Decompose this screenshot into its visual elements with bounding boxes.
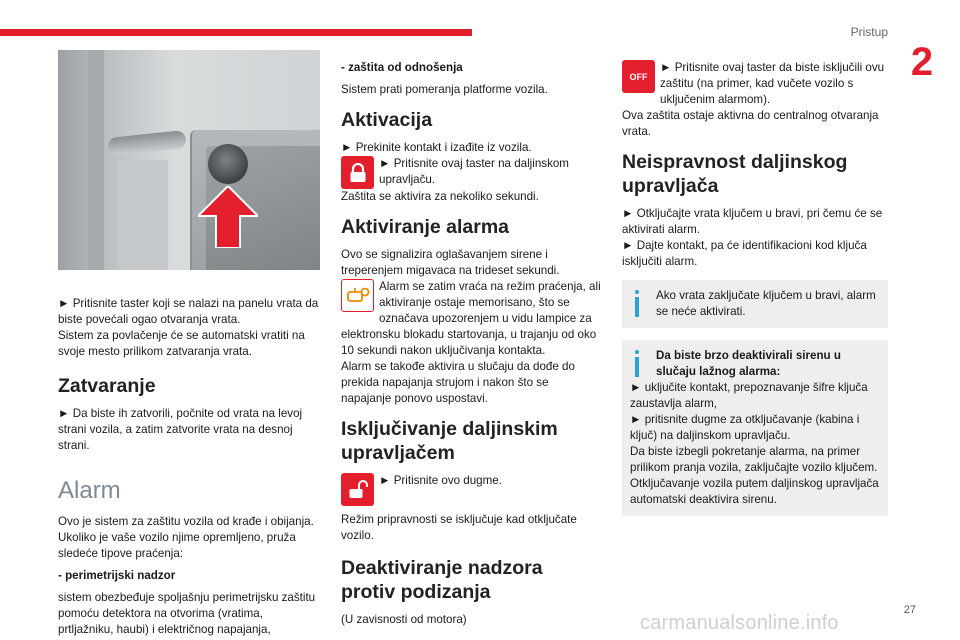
note-title: Da biste brzo deaktivirali sirenu u slučaju lažnog alarma: xyxy=(656,349,841,378)
arrow-up-icon xyxy=(198,186,258,248)
paragraph: ► Pritisnite ovaj taster da biste isključili ovu zaštitu (na primer, kad vučete vozilo s uključenim alarmom). xyxy=(660,61,885,106)
unlock-icon xyxy=(341,473,374,506)
subheading-zastita: - zaštita od odnošenja xyxy=(341,61,463,74)
note-text: ► uključite kontakt, prepoznavanje šifre ključa zaustavlja alarm, xyxy=(630,381,868,410)
column-1 xyxy=(58,50,320,638)
paragraph: Sistem za povlačenje će se automatski vratiti na svoje mesto prilikom zatvaranja vrata. xyxy=(58,329,305,358)
chapter-number: 2 xyxy=(910,40,934,84)
paragraph: ► Pritisnite ovaj taster na daljinskom upravljaču. xyxy=(379,157,569,186)
paragraph: Ova zaštita ostaje aktivna do centralnog otvaranja vrata. xyxy=(622,109,879,138)
column-2 xyxy=(341,60,601,628)
door-panel-photo xyxy=(58,50,320,270)
note-text: Da biste izbegli pokretanje alarma, na primer prilikom pranja vozila, zaključajte vozilo ključem. xyxy=(630,445,878,474)
note-text: ► pritisnite dugme za otključavanje (kabina i ključ) na daljinskom upravljaču. xyxy=(630,413,860,442)
door-button-knob xyxy=(208,144,248,184)
info-icon xyxy=(635,290,639,318)
heading-aktiviranje-alarma: Aktiviranje alarma xyxy=(341,216,510,238)
page-number: 27 xyxy=(903,604,916,616)
immobilizer-warning-icon xyxy=(341,279,374,312)
watermark: carmanualsonline.info xyxy=(640,612,839,634)
info-note xyxy=(622,280,888,328)
paragraph: Sistem prati pomeranja platforme vozila. xyxy=(341,83,548,96)
paragraph: Alarm se takođe aktivira u slučaju da dođe do prekida napajanja strujom i nakon što se napajanje ponovo uspostavi. xyxy=(341,360,575,405)
paragraph: ► Dajte kontakt, pa će identifikacioni kod ključa isključiti alarm. xyxy=(622,239,867,268)
photo-frame-bar xyxy=(88,50,104,270)
subheading-perimetrijski: - perimetrijski nadzor xyxy=(58,569,176,582)
heading-neispravnost: Neispravnost daljinskog upravljača xyxy=(622,151,848,197)
top-accent-bar xyxy=(0,29,472,36)
paragraph: Zaštita se aktivira za nekoliko sekundi. xyxy=(341,190,539,203)
heading-alarm: Alarm xyxy=(58,477,121,504)
paragraph: Ovo je sistem za zaštitu vozila od krađe i obijanja. Ukoliko je vaše vozilo njime opremljeno, pruža sledeće tipove praćenja: xyxy=(58,515,314,560)
paragraph: Režim pripravnosti se isključuje kad otključate vozilo. xyxy=(341,513,577,542)
note-text: Otključavanje vozila putem daljinskog upravljača automatski deaktivira sirenu. xyxy=(630,477,879,506)
info-icon xyxy=(635,350,639,378)
heading-aktivacija: Aktivacija xyxy=(341,109,433,131)
paragraph: Ovo se signalizira oglašavanjem sirene i treperenjem migavaca na trideset sekundi. xyxy=(341,248,560,277)
heading-deaktiviranje: Deaktiviranje nadzora protiv podizanja xyxy=(341,557,543,603)
column-3 xyxy=(622,60,888,516)
off-label: OFF xyxy=(629,71,648,82)
paragraph: ► Pritisnite ovo dugme. xyxy=(379,474,502,487)
paragraph: (U zavisnosti od motora) xyxy=(341,613,467,626)
photo-hinge-arm xyxy=(107,130,186,156)
heading-zatvaranje: Zatvaranje xyxy=(58,375,156,397)
section-title: Pristup xyxy=(850,25,888,39)
note-text: Ako vrata zaključate ključem u bravi, alarm se neće aktivirati. xyxy=(656,289,876,318)
lock-icon xyxy=(341,156,374,189)
paragraph: sistem obezbeđuje spoljašnju perimetrijsku zaštitu pomoću detektora na otvorima (vratima, prtljažniku, haubi) i električnog napajanja, xyxy=(58,591,316,636)
paragraph: ► Otključajte vrata ključem u bravi, pri čemu će se aktivirati alarm. xyxy=(622,207,883,236)
heading-iskljucivanje: Isključivanje daljinskim upravljačem xyxy=(341,418,558,464)
photo-hinge-base xyxy=(118,160,168,270)
paragraph: Alarm se zatim vraća na režim praćenja, ali aktiviranje ostaje memorisano, što se označava upozorenjem u vidu lampice za elektronsku blokadu startovanja, u trajanju od oko 10 sekundi nakon uključivanja kontakta. xyxy=(341,280,601,357)
paragraph: ► Pritisnite taster koji se nalazi na panelu vrata da biste povećali ogao otvaranja vrata. xyxy=(58,297,319,326)
paragraph: ► Da biste ih zatvorili, počnite od vrata na levoj strani vozila, a zatim zatvorite vrata na desnoj strani. xyxy=(58,407,303,452)
paragraph: ► Prekinite kontakt i izađite iz vozila. xyxy=(341,141,532,154)
alarm-off-icon xyxy=(622,60,655,93)
info-note xyxy=(622,340,888,516)
